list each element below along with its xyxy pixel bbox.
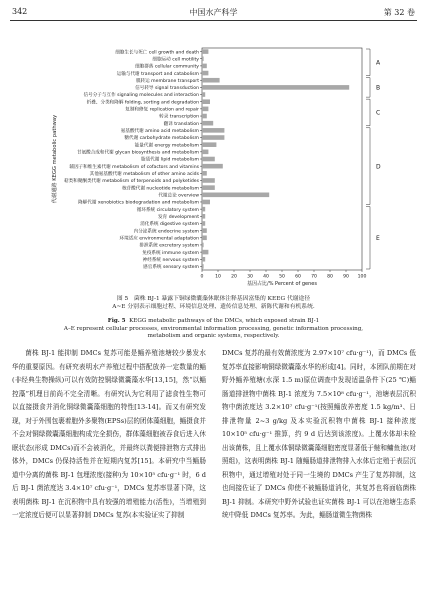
category-label: 萜类和聚酮类代谢 metabolism of terpenoids and polyketides [63,179,199,185]
plot-frame [202,48,362,270]
bar [202,250,208,255]
bar [202,85,349,90]
category-label: 信号转导 signal transduction [135,86,199,92]
bar [202,171,207,176]
bar [202,128,224,133]
bar [202,257,205,262]
bar [202,107,208,112]
x-tick-label: 20 [231,274,237,280]
bar [202,207,205,212]
body-column-left [12,347,206,523]
bar [202,185,215,190]
category-label: 免疫系统 immune system [142,250,199,256]
category-label: 膜转运 membrane transport [135,78,199,84]
group-label: D [376,163,381,171]
bar [202,235,207,240]
category-label: 降解代谢 xenobiotics biodegradation and metabolism [78,200,199,206]
bar [202,221,205,226]
category-label: 复制和修复 replication and repair [125,107,199,113]
category-label: 氨基酸代谢 amino acid metabolism [120,129,199,135]
group-bracket [366,207,370,269]
y-axis-label: 代谢通路 KEGG metabolic pathway [52,114,58,204]
category-label: 环境适应 environmental adaptation [119,236,199,242]
x-tick-label: 60 [295,274,301,280]
bar [202,142,216,147]
bar [202,135,224,140]
category-label: 循环系统 circulatory system [136,207,199,213]
category-label: 翻译 translation [163,121,199,127]
x-tick-label: 30 [247,274,253,280]
group-label: A [376,59,381,67]
bar [202,214,205,219]
caption-cn-line1: 图 5 菌株 BJ-1 暴露下铜绿微囊藻休眠体注释基因富集的 KEEG 代谢途径 [116,296,311,302]
group-label: B [376,84,381,92]
body-text-right: DMCs 复苏的最有效菌浓度为 2.97×10⁷ cfu·g⁻¹)，而 DMCs 低复苏率直接影响铜绿微囊藻水华的形成[4]。同时，本团队前期在对野外鲻养殖塘(水深 1.5 m)原位调查中发现适温条件下(25 ℃)鲻肠道排泄物中菌株 BJ-1 浓度为 7.5×10⁸ cfu·g⁻¹，池塘表层沉积物中菌浓度达 3.2×10⁷ cfu·g⁻¹(按照鲻放养密度 1.5 kg/m³、日排泄物量 2~3 g/kg 及本实验沉积物中菌株 BJ-1 接种浓度 10×10⁵ cfu·g⁻¹ 推算，约 9 d 后达到该浓度)。上覆水体却未检出该菌株，且上覆水体铜绿微囊藻细胞密度显著低于鲢和鳙鱼池(对照组)，这表明菌株 BJ-1 随鲻肠道排泄物排入水体后定殖于表层沉积物中，通过增殖对处于同一生境的 DMCs 产生了复苏抑制，这也间接佐证了 DMCs 仰使不被鲻肠道消化，其复苏也将面临菌株 BJ-1 抑制。本研究中野外试验也证实菌株 BJ-1 可以在池塘生态系统中降低 DMCs 复苏率。为此，鲻肠道微生物菌株 [222,349,416,519]
caption-en-line2: A–E represent cellular processes, environmental information processing, genetic information processing, [63,325,364,332]
caption-en-line1 [30,318,397,326]
category-label: 内分泌系统 endocrine system [133,229,199,235]
category-label: 代谢总论 overview [158,193,199,199]
bar [202,228,207,233]
category-label: 核苷酸代谢 nucleotide metabolism [121,186,199,192]
category-label: 感官系统 sensory system [143,265,199,271]
bar [202,71,208,76]
x-tick-label: 50 [279,274,285,280]
caption-en-title: KEGG metabolic pathways of the DMCs, which exposed strain BJ-1 [129,318,320,324]
bar [202,243,204,248]
category-label: 细胞运动 cell motility [152,57,199,63]
bar [202,78,220,83]
category-label: 能量代谢 energy metabolism [134,143,199,149]
x-tick-label: 80 [327,274,333,280]
category-label: 排泄系统 excretory system [139,243,199,249]
caption-en-line3: metabolism and organic systems, respectively. [147,333,280,340]
x-tick-label: 40 [263,274,269,280]
category-label: 细胞群落 cellular community [135,64,199,70]
bar [202,92,205,97]
group-bracket [366,49,370,76]
x-tick-label: 90 [343,274,349,280]
bar [202,64,207,69]
group-label: E [376,234,380,242]
category-label: 甘氨酸合成和代谢 glycan biosynthesis and metabolism [76,150,199,156]
bar [202,49,208,54]
bar [202,164,223,169]
page-number: 342 [12,7,28,16]
bar [202,157,215,162]
x-tick-label: 10 [215,274,221,280]
caption-cn-line2: A~E 分别表示细胞过程、环境信息处理、遗传信息处理、新陈代谢和有机系统. [112,303,315,310]
bar [202,56,204,61]
category-label: 折叠、分类和降解 folding, sorting and degradation [86,100,199,106]
bar [202,200,210,205]
group-bracket [366,99,370,126]
page-header [10,6,417,21]
category-label: 其他氨基酸代谢 metabolism of other amino acids [89,172,199,178]
bar [202,264,204,269]
bar [202,178,215,183]
bar [202,121,213,126]
body-column-right [222,347,416,523]
category-label: 信号分子与互作 signaling molecules and interaction [83,93,199,99]
category-label: 糖代谢 carbohydrate metabolism [124,136,199,142]
category-label: 运输与代谢 transport and catabolism [116,71,199,77]
category-label: 消化系统 digestive system [140,222,199,228]
bar [202,193,269,198]
category-label: 细胞生长与死亡 cell growth and death [115,50,199,56]
figure-caption-cn [30,296,397,312]
bar [202,150,208,155]
figure-caption-en [30,318,397,341]
bar [202,99,210,104]
group-bracket [366,128,370,205]
category-label: 神经系统 nervous system [142,257,199,263]
x-tick-label: 70 [311,274,317,280]
category-label: 脂质代谢 lipid metabolism [140,157,199,163]
category-label: 辅因子和维生素代谢 metabolism of cofactors and vitamins [69,164,199,170]
body-text-left: 菌株 BJ-1 能抑制 DMCs 复苏可能是鲻养殖池塘较少暴发水华的重要原因。有研究表明水产养殖过程中搭配放养一定数量的鲻(非经典生物操纵)可以有效防控铜绿微囊藻水华[13,15]，然“以鲻控藻”机理目前尚不完全清晰。有研究认为它利用了滤食性生物可以直接摄食并消化铜绿微囊藻细胞的特性[13-14]。而又有研究发现，对于外围包裹着胞外多聚物(EPSs)层的团体藻细胞，鲻摄食并不会对铜绿微囊藻细胞构成完全损伤，群体藻细胞被吞食后进入休眠状态(形成 DMCs)而不会被消化，并最终以粪便排泄物方式排出体外，DMCs 仍保持活性并在短期内复苏[15]。本研究中当鲻肠道中分离的菌株 BJ-1 包埋浓度(接种)为 10×10⁵ cfu·g⁻¹ 时，6 d 后 BJ-1 菌浓度达 3.4×10⁷ cfu·g⁻¹，DMCs 复苏率显著下降，这表明菌株 BJ-1 在沉积物中具有较强的增殖能力(活性)，当增殖到一定浓度后便可以显著抑制 DMCs 复苏(本实验证实了抑制 [12,349,206,519]
category-label: 转录 transcription [159,114,199,120]
group-label: C [376,109,381,117]
category-label: 发育 development [158,214,199,220]
journal-title: 中国水产科学 [189,8,238,17]
x-tick-label: 0 [200,274,204,280]
x-tick-label: 100 [357,274,367,280]
bar [202,114,207,119]
group-bracket [366,78,370,97]
fig-label: Fig. 5 [107,318,126,324]
x-axis-label: 基因占比/% Percent of genes [247,281,317,287]
volume-label: 第 32 卷 [383,8,415,17]
